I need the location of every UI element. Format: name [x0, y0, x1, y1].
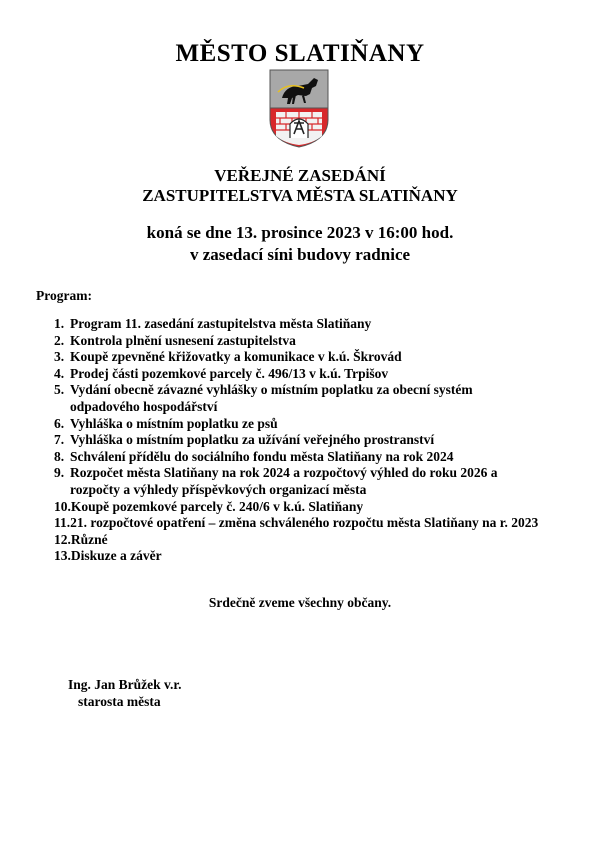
list-item	[54, 382, 584, 415]
meeting-details	[0, 222, 600, 266]
item-number: 2.	[54, 332, 65, 348]
list-item	[54, 349, 584, 366]
item-text: Prodej části pozemkové parcely č. 496/13 v k.ú. Trpišov	[70, 365, 389, 381]
item-number: 1.	[54, 316, 65, 331]
coat-of-arms-icon	[268, 68, 330, 148]
item-text: Vydání obecně závazné vyhlášky o místním poplatku za obecní systém odpadového hospodářství	[70, 382, 473, 414]
item-number: 3.	[54, 349, 65, 365]
list-item	[54, 449, 584, 466]
list-item	[54, 366, 584, 383]
list-item	[54, 333, 584, 350]
invitation-text: Srdečně zveme všechny občany.	[208, 595, 392, 610]
item-text: Vyhláška o místním poplatku za užívání veřejného prostranství	[70, 432, 435, 448]
item-text: Schválení přídělu do sociálního fondu města Slatiňany na rok 2024	[70, 448, 454, 464]
item-text: Koupě pozemkové parcely č. 240/6 v k.ú. Slatiňany	[70, 498, 364, 514]
item-text: Diskuze a závěr	[70, 548, 162, 564]
list-item	[54, 416, 584, 433]
meeting-heading	[0, 166, 600, 206]
item-number: 7.	[54, 432, 65, 448]
list-item	[54, 432, 584, 449]
meeting-title: VEŘEJNÉ ZASEDÁNÍ	[214, 166, 386, 185]
item-text: Různé	[70, 531, 108, 547]
item-number: 5.	[54, 382, 65, 398]
item-text: Program 11. zasedání zastupitelstva města Slatiňany	[70, 316, 372, 331]
page-title: MĚSTO SLATIŇANY	[175, 40, 425, 67]
item-number: 8.	[54, 448, 65, 464]
item-text: 21. rozpočtové opatření – změna schváleného rozpočtu města Slatiňany na r. 2023	[70, 515, 539, 531]
program-list	[54, 316, 584, 565]
program-label: Program:	[36, 288, 92, 303]
signature-block	[68, 676, 182, 710]
item-number: 11.	[54, 515, 71, 531]
list-item	[54, 548, 584, 565]
meeting-date: koná se dne 13. prosince 2023 v 16:00 hod.	[146, 223, 454, 242]
signatory-name: Ing. Jan Brůžek v.r.	[68, 677, 182, 692]
item-text: Koupě zpevněné křižovatky a komunikace v k.ú. Škrovád	[70, 349, 402, 365]
list-item	[54, 499, 584, 516]
meeting-place: v zasedací síni budovy radnice	[189, 245, 411, 264]
item-number: 12.	[54, 531, 71, 547]
item-number: 9.	[54, 465, 65, 481]
item-number: 6.	[54, 415, 65, 431]
list-item	[54, 316, 584, 333]
item-number: 4.	[54, 365, 65, 381]
item-text: Vyhláška o místním poplatku ze psů	[70, 415, 278, 431]
item-number: 10.	[54, 498, 71, 514]
list-item	[54, 532, 584, 549]
list-item	[54, 465, 584, 498]
item-text: Rozpočet města Slatiňany na rok 2024 a rozpočtový výhled do roku 2026 a rozpočty a výhledy příspěvkových organizací města	[70, 465, 498, 497]
signatory-role: starosta města	[78, 694, 161, 709]
list-item	[54, 515, 584, 532]
item-number: 13.	[54, 548, 71, 564]
meeting-subtitle: ZASTUPITELSTVA MĚSTA SLATIŇANY	[142, 186, 458, 205]
item-text: Kontrola plnění usnesení zastupitelstva	[70, 332, 296, 348]
